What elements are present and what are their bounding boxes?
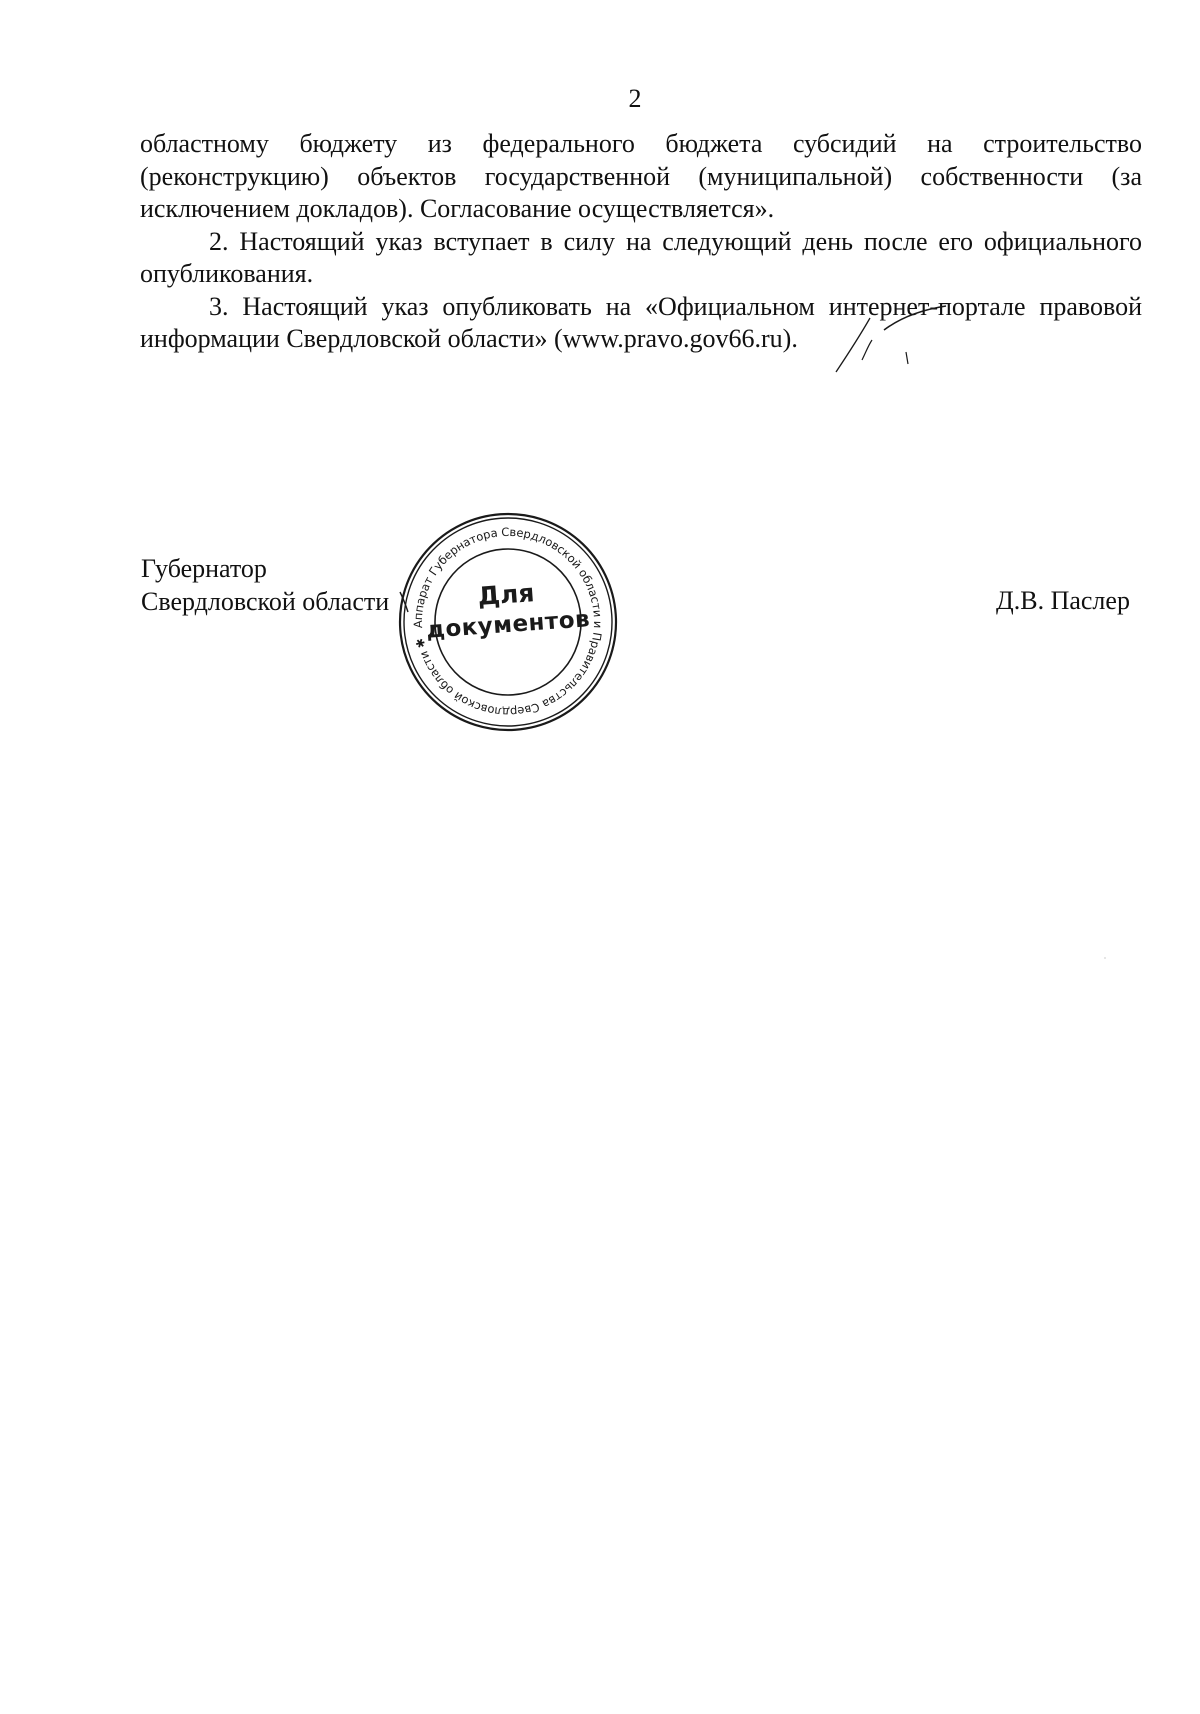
official-stamp (396, 510, 620, 734)
stamp-ring-textpath: Аппарат Губернатора Свердловской области и Правительства Свердловской области ✱ (410, 524, 606, 720)
paragraph-continuation: областному бюджету из федерального бюджета субсидий на строительство (реконструкцию) объектов государственной (муниципальной) собственности (за исключением докладов). Согласование осуществляется». (140, 129, 1142, 223)
paragraph-item-3: 3. Настоящий указ опубликовать на «Официальном интернет-портале правовой информации Свердловской области» (www.pravo.gov66.ru). (140, 291, 1142, 353)
document-body (140, 128, 1142, 356)
page-number: 2 (628, 84, 642, 113)
signatory-position (141, 553, 389, 618)
stamp-center-line1: Для (476, 578, 536, 612)
signatory-position-line1: Губернатор (141, 554, 267, 583)
signatory-name: Д.В. Паслер (996, 586, 1130, 615)
signatory-position-line2: Свердловской области (141, 586, 390, 616)
paragraph-item-2: 2. Настоящий указ вступает в силу на следующий день после его официального опубликования. (140, 226, 1142, 288)
stamp-center-line2: документов (425, 606, 591, 644)
